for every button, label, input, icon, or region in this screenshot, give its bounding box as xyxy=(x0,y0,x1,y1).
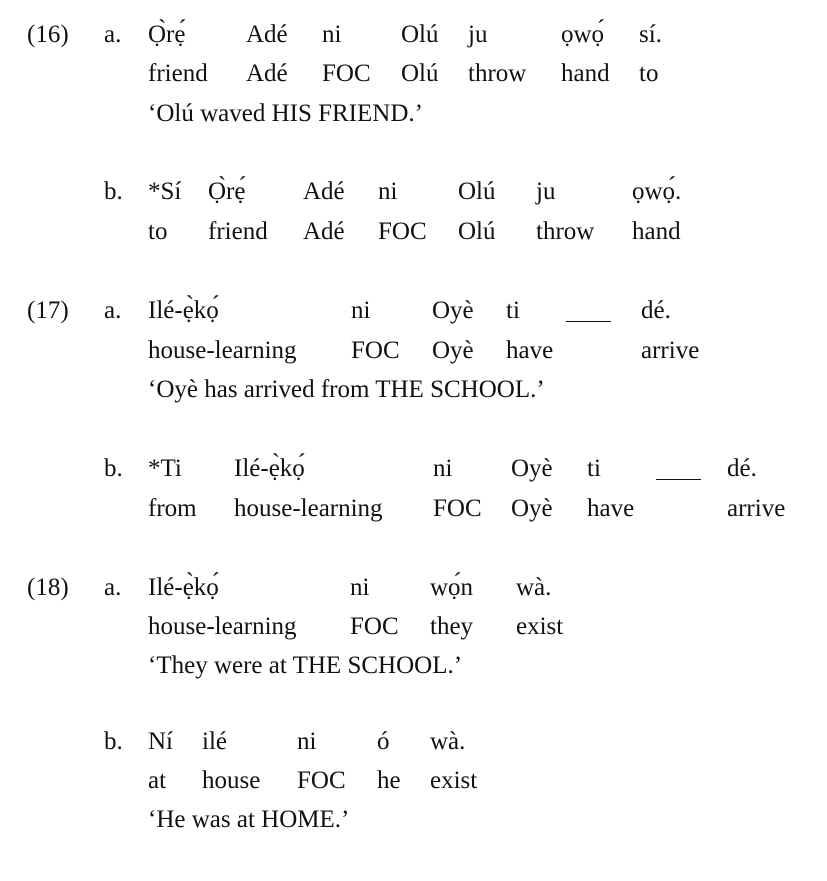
gloss-word: throw xyxy=(536,218,595,245)
word: Ní xyxy=(148,728,173,755)
word: wọ́n xyxy=(430,574,474,601)
gloss-word: Oyè xyxy=(432,337,474,364)
word: ó xyxy=(377,728,390,755)
gloss-word: Adé xyxy=(303,218,345,245)
gloss-word: hand xyxy=(632,218,681,245)
word: ni xyxy=(351,297,371,324)
word: Ilé-ẹ̀kọ́ xyxy=(148,574,219,601)
word: ni xyxy=(378,178,398,205)
item-label: b. xyxy=(104,178,123,205)
word: ni xyxy=(350,574,370,601)
gap-blank xyxy=(566,321,611,322)
word: Ọ̀rẹ́ xyxy=(148,21,186,48)
gloss-word: have xyxy=(587,495,635,522)
word: wà. xyxy=(430,728,466,755)
gloss-word: house-learning xyxy=(148,337,297,364)
word: ilé xyxy=(202,728,227,755)
gloss-word: FOC xyxy=(433,495,482,522)
word: ti xyxy=(506,297,520,324)
gloss-word: FOC xyxy=(297,767,346,794)
gloss-word: Oyè xyxy=(511,495,553,522)
word: ni xyxy=(433,455,453,482)
word: dé. xyxy=(641,297,671,324)
gloss-word: exist xyxy=(430,767,478,794)
translation: ‘Oyè has arrived from THE SCHOOL.’ xyxy=(148,376,545,403)
example-number: (17) xyxy=(27,297,69,324)
word: ju xyxy=(468,21,488,48)
word: Olú xyxy=(401,21,439,48)
gloss-word: throw xyxy=(468,60,527,87)
word: ni xyxy=(297,728,317,755)
word: wà. xyxy=(516,574,552,601)
word: *Sí xyxy=(148,178,182,205)
word: Ọ̀rẹ́ xyxy=(208,178,246,205)
item-label: a. xyxy=(104,297,122,324)
item-label: b. xyxy=(104,455,123,482)
gloss-word: have xyxy=(506,337,554,364)
gloss-word: at xyxy=(148,767,167,794)
gloss-word: FOC xyxy=(322,60,371,87)
word: Olú xyxy=(458,178,496,205)
gloss-word: arrive xyxy=(727,495,786,522)
gloss-word: Olú xyxy=(401,60,439,87)
gloss-word: arrive xyxy=(641,337,700,364)
gloss-word: from xyxy=(148,495,197,522)
word: Ilé-ẹ̀kọ́ xyxy=(234,455,305,482)
word: ọwọ́. xyxy=(632,178,682,205)
gloss-word: exist xyxy=(516,613,564,640)
item-label: a. xyxy=(104,21,122,48)
item-label: a. xyxy=(104,574,122,601)
gloss-word: friend xyxy=(148,60,208,87)
gloss-word: house-learning xyxy=(234,495,383,522)
word: ọwọ́ xyxy=(561,21,605,48)
gloss-word: hand xyxy=(561,60,610,87)
gloss-word: he xyxy=(377,767,401,794)
word: Oyè xyxy=(432,297,474,324)
gap-blank xyxy=(656,479,701,480)
word: Adé xyxy=(303,178,345,205)
example-number: (16) xyxy=(27,21,69,48)
gloss-word: house xyxy=(202,767,261,794)
translation: ‘Olú waved HIS FRIEND.’ xyxy=(148,100,423,127)
word: *Ti xyxy=(148,455,182,482)
word: sí. xyxy=(639,21,662,48)
gloss-word: to xyxy=(639,60,659,87)
item-label: b. xyxy=(104,728,123,755)
word: Ilé-ẹ̀kọ́ xyxy=(148,297,219,324)
translation: ‘They were at THE SCHOOL.’ xyxy=(148,652,463,679)
translation: ‘He was at HOME.’ xyxy=(148,806,350,833)
word: ti xyxy=(587,455,601,482)
gloss-word: FOC xyxy=(378,218,427,245)
gloss-word: friend xyxy=(208,218,268,245)
word: Oyè xyxy=(511,455,553,482)
gloss-word: Olú xyxy=(458,218,496,245)
gloss-word: to xyxy=(148,218,168,245)
gloss-word: they xyxy=(430,613,474,640)
example-number: (18) xyxy=(27,574,69,601)
gloss-word: FOC xyxy=(350,613,399,640)
gloss-word: FOC xyxy=(351,337,400,364)
word: ni xyxy=(322,21,342,48)
gloss-word: Adé xyxy=(246,60,288,87)
word: Adé xyxy=(246,21,288,48)
word: ju xyxy=(536,178,556,205)
gloss-word: house-learning xyxy=(148,613,297,640)
word: dé. xyxy=(727,455,757,482)
